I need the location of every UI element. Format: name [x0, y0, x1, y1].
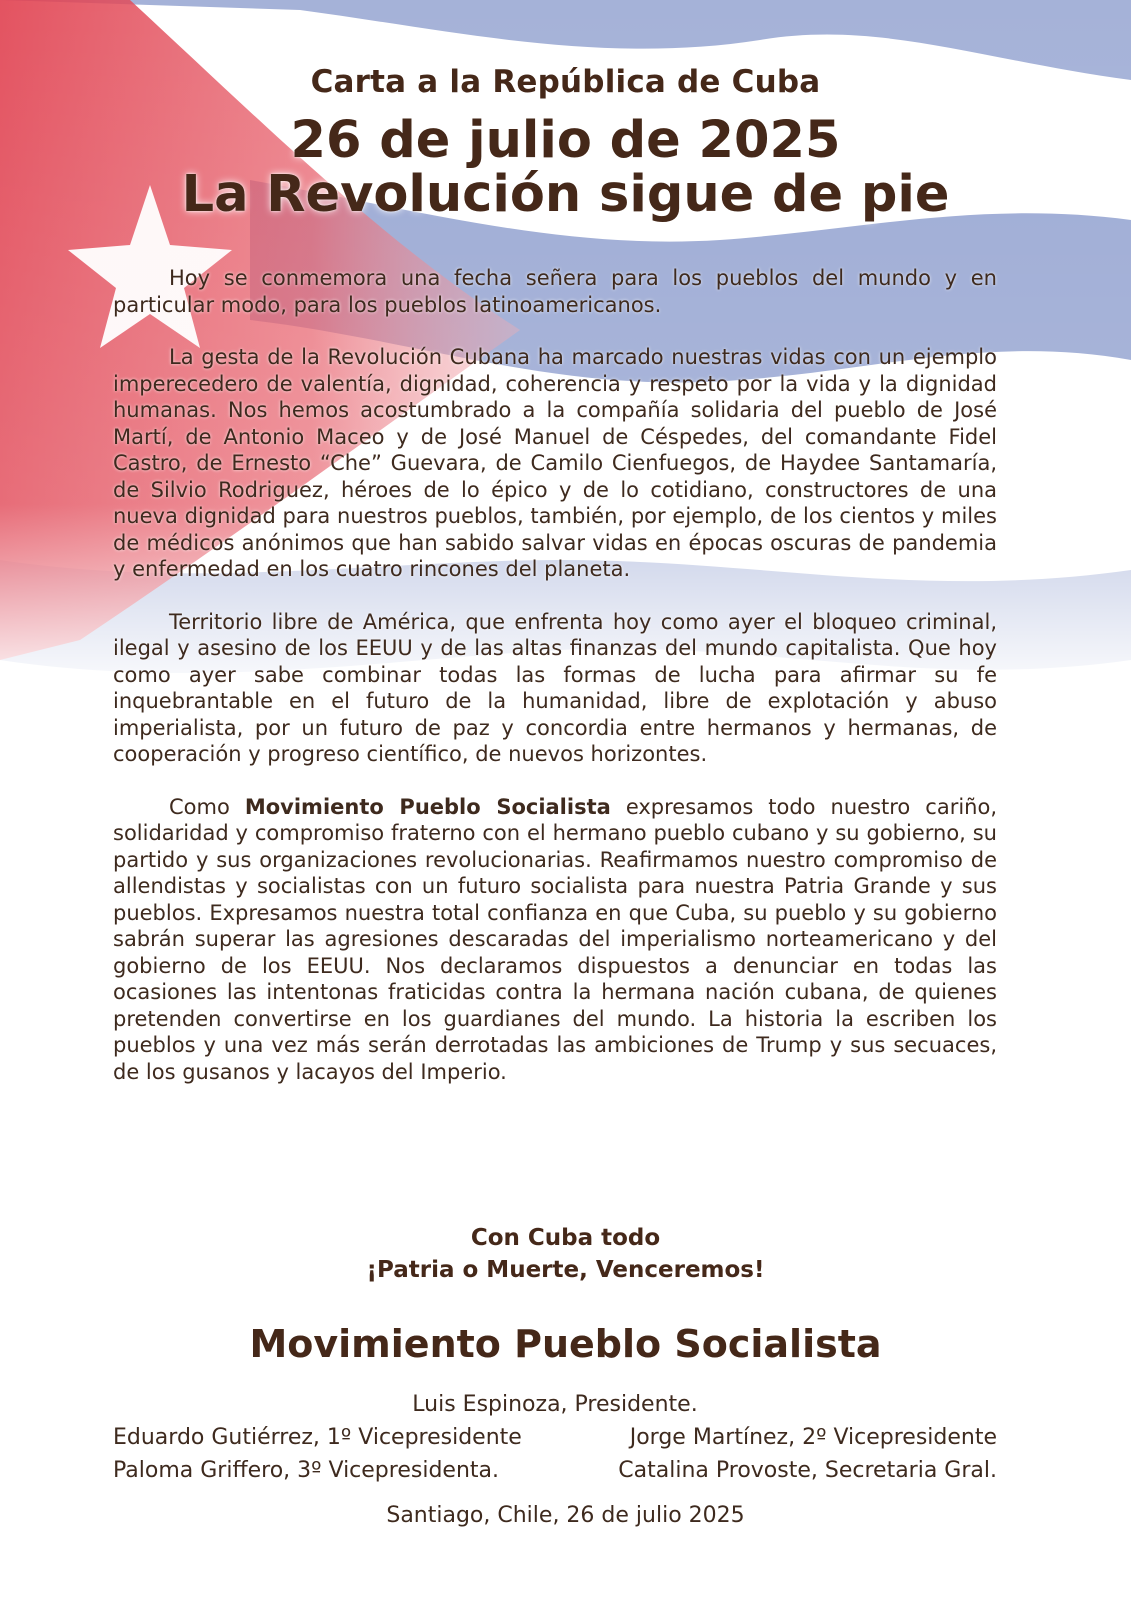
letter-subtitle: Carta a la República de Cuba	[310, 64, 821, 100]
closing-slogans	[0, 1222, 1131, 1286]
signatory-vp2: Jorge Martínez, 2º Vicepresidente	[629, 1425, 997, 1450]
closing-line-2: ¡Patria o Muerte, Venceremos!	[366, 1257, 765, 1283]
organization-name-inline: Movimiento Pueblo Socialista	[244, 794, 611, 819]
signatory-president: Luis Espinoza, Presidente.	[412, 1392, 698, 1417]
signatory-row-1	[113, 1421, 997, 1454]
signatory-secretary: Catalina Provoste, Secretaria Gral.	[618, 1458, 997, 1483]
signatory-vp3: Paloma Griffero, 3º Vicepresidenta.	[113, 1458, 499, 1483]
paragraph-3: Territorio libre de América, que enfrenta hoy como ayer el bloqueo criminal, ilegal y asesino de los EEUU y de las altas finanzas del mundo capitalista. Que hoy como ayer sabe combinar todas las formas de lucha para afirmar su fe inquebrantable en el futuro de la humanidad, libre de explotación y abuso imperialista, por un futuro de paz y concordia entre hermanos y hermanas, de cooperación y progreso científico, de nuevos horizontes.	[113, 609, 997, 766]
organization-signoff: Movimiento Pueblo Socialista	[249, 1322, 882, 1366]
paragraph-4-prefix: Como	[169, 794, 230, 819]
signatories	[113, 1388, 997, 1487]
paragraph-4	[113, 794, 997, 1086]
signatory-row-2	[113, 1454, 997, 1487]
closing-line-1: Con Cuba todo	[470, 1225, 661, 1251]
letter-body	[113, 265, 997, 1111]
place-and-date: Santiago, Chile, 26 de julio 2025	[386, 1503, 745, 1528]
signatory-vp1: Eduardo Gutiérrez, 1º Vicepresidente	[113, 1425, 522, 1450]
paragraph-4-text: expresamos todo nuestro cariño, solidaridad y compromiso fraterno con el hermano pueblo cubano y su gobierno, su partido y sus organizaciones revolucionarias. Reafirmamos nuestro compromiso de allendistas y socialistas con un futuro socialista para nuestra Patria Grande y sus pueblos. Expresamos nuestra total confianza en que Cuba, su pueblo y su gobierno sabrán superar las agresiones descaradas del imperialismo norteamericano y del gobierno de los EEUU. Nos declaramos dispuestos a denunciar en todas las ocasiones las intentonas fraticidas contra la hermana nación cubana, de quienes pretenden convertirse en los guardianes del mundo. La historia la escriben los pueblos y una vez más serán derrotadas las ambiciones de Trump y sus secuaces, de los gusanos y lacayos del Imperio.	[113, 794, 997, 1084]
paragraph-1: Hoy se conmemora una fecha señera para los pueblos del mundo y en particular modo, para los pueblos latinoamericanos.	[113, 266, 997, 317]
letter-header	[0, 0, 1131, 222]
letter-headline: La Revolución sigue de pie	[181, 165, 950, 224]
paragraph-2: La gesta de la Revolución Cubana ha marcado nuestras vidas con un ejemplo imperecedero de valentía, dignidad, coherencia y respeto por la vida y la dignidad humanas. Nos hemos acostumbrado a la compañía solidaria del pueblo de José Martí, de Antonio Maceo y de José Manuel de Céspedes, del comandante Fidel Castro, de Ernesto “Che” Guevara, de Camilo Cienfuegos, de Haydee Santamaría, de Silvio Rodriguez, héroes de lo épico y de lo cotidiano, constructores de una nueva dignidad para nuestros pueblos, también, por ejemplo, de los cientos y miles de médicos anónimos que han sabido salvar vidas en épocas oscuras de pandemia y enfermedad en los cuatro rincones del planeta.	[113, 345, 997, 581]
letter-date-title: 26 de julio de 2025	[290, 111, 841, 170]
